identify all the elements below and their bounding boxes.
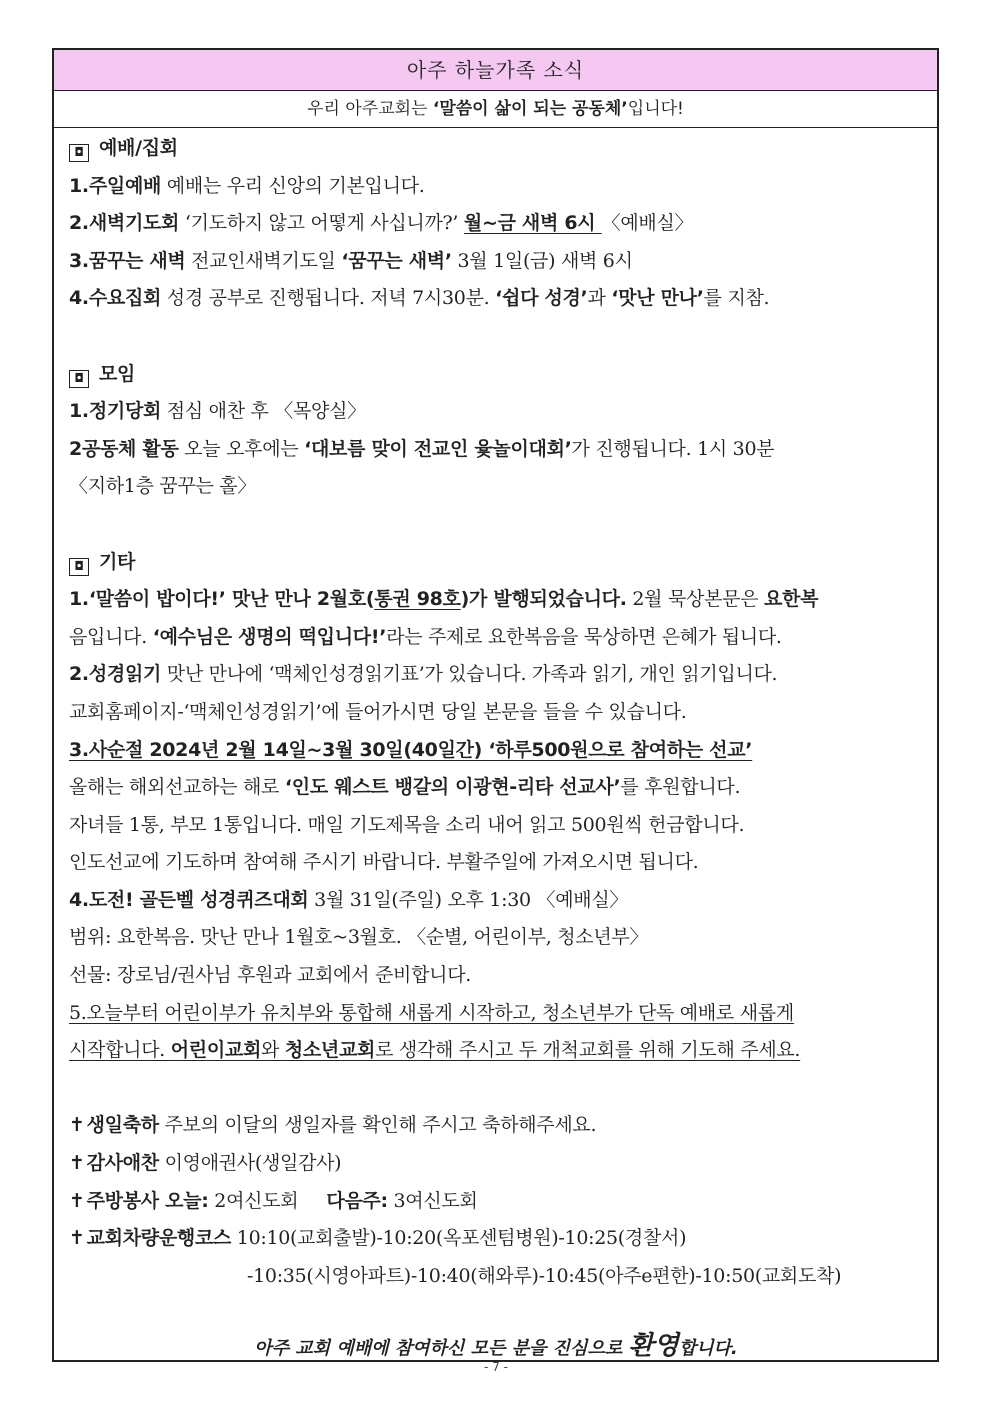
page-title: 아주 하늘가족 소식 (54, 50, 937, 91)
cross-icon: ✝ (69, 1189, 85, 1212)
list-item: 음입니다. ‘예수님은 생명의 떡입니다!’라는 주제로 요한복음을 묵상하면 은혜가 됩니다. (69, 625, 782, 648)
bulletin-frame (52, 48, 939, 1362)
list-item: 5.오늘부터 어린이부가 유치부와 통합해 새롭게 시작하고, 청소년부가 단독 예배로 새롭게 (69, 1001, 794, 1024)
list-item: 교회홈페이지-‘맥체인성경읽기’에 들어가시면 당일 본문을 들을 수 있습니다. (69, 700, 687, 723)
list-item: 2.새벽기도회 ‘기도하지 않고 어떻게 사십니까?’ 월~금 새벽 6시 〈예배실〉 (69, 212, 694, 235)
section-heading-etc: ◘ 기타 (69, 544, 927, 582)
list-item: 인도선교에 기도하며 참여해 주시기 바랍니다. 부활주일에 가져오시면 됩니다. (69, 851, 699, 874)
list-item: 4.수요집회 성경 공부로 진행됩니다. 저녁 7시30분. ‘쉽다 성경’과 ‘맛난 만나’를 지참. (69, 287, 770, 310)
notice-birthday: ✝ 생일축하 주보의 이달의 생일자를 확인해 주시고 축하해주세요. (69, 1114, 597, 1137)
content (54, 128, 937, 1295)
list-item: 2공동체 활동 오늘 오후에는 ‘대보름 맞이 전교인 윷놀이대회’가 진행됩니다. 1시 30분 (69, 437, 775, 460)
cross-icon: ✝ (69, 1227, 85, 1250)
list-item: 자녀들 1통, 부모 1통입니다. 매일 기도제목을 소리 내어 읽고 500원씩 헌금합니다. (69, 813, 745, 836)
notice-shuttle: ✝ 교회차량운행코스 10:10(교회출발)-10:20(옥포센텀병원)-10:25(경찰서) (69, 1227, 687, 1250)
page-number: - 7 - (484, 1360, 508, 1374)
section-heading-meetings: ◘ 모임 (69, 356, 927, 394)
list-item: 3.꿈꾸는 새벽 전교인새벽기도일 ‘꿈꾸는 새벽’ 3월 1일(금) 새벽 6시 (69, 249, 633, 272)
list-item: 〈지하1층 꿈꾸는 홀〉 (69, 475, 257, 498)
section-bullet-icon: ◘ (69, 370, 89, 388)
notice-shuttle-cont: -10:35(시영아파트)-10:40(해와루)-10:45(아주e편한)-10:50(교회도착) (247, 1264, 842, 1287)
list-item: 범위: 요한복음. 맛난 만나 1월호~3월호. 〈순별, 어린이부, 청소년부〉 (69, 926, 649, 949)
cross-icon: ✝ (69, 1152, 85, 1175)
footer-welcome: 아주 교회 예배에 참여하신 모든 분을 진심으로 환영합니다. (254, 1331, 738, 1361)
notice-thanks: ✝ 감사애찬 이영애권사(생일감사) (69, 1152, 342, 1175)
section-heading-worship: ◘ 예배/집회 (69, 130, 927, 168)
list-item: 4.도전! 골든벨 성경퀴즈대회 3월 31일(주일) 오후 1:30 〈예배실〉 (69, 888, 629, 911)
list-item: 1.주일예배 예배는 우리 신앙의 기본입니다. (69, 174, 425, 197)
list-item: 선물: 장로님/권사님 후원과 교회에서 준비합니다. (69, 964, 471, 987)
cross-icon: ✝ (69, 1114, 85, 1137)
list-item: 3.사순절 2024년 2월 14일~3월 30일(40일간) ‘하루500원으로 참여하는 선교’ (69, 738, 753, 761)
list-item: 1.‘말씀이 밥이다!’ 맛난 만나 2월호(통권 98호)가 발행되었습니다. 2월 묵상본문은 요한복 (69, 588, 819, 611)
list-item: 1.정기당회 점심 애찬 후 〈목양실〉 (69, 400, 366, 423)
list-item: 올해는 해외선교하는 해로 ‘인도 웨스트 뱅갈의 이광현-리타 선교사’를 후원합니다. (69, 776, 741, 799)
section-bullet-icon: ◘ (69, 558, 89, 576)
section-bullet-icon: ◘ (69, 144, 89, 162)
notice-kitchen: ✝ 주방봉사 오늘: 2여신도회 다음주: 3여신도회 (69, 1189, 478, 1212)
list-item: 시작합니다. 어린이교회와 청소년교회로 생각해 주시고 두 개척교회를 위해 기도해 주세요. (69, 1039, 801, 1062)
subtitle: 우리 아주교회는 ‘말씀이 삶이 되는 공동체’입니다! (54, 91, 937, 128)
list-item: 2.성경읽기 맛난 만나에 ‘맥체인성경읽기표’가 있습니다. 가족과 읽기, 개인 읽기입니다. (69, 663, 778, 686)
